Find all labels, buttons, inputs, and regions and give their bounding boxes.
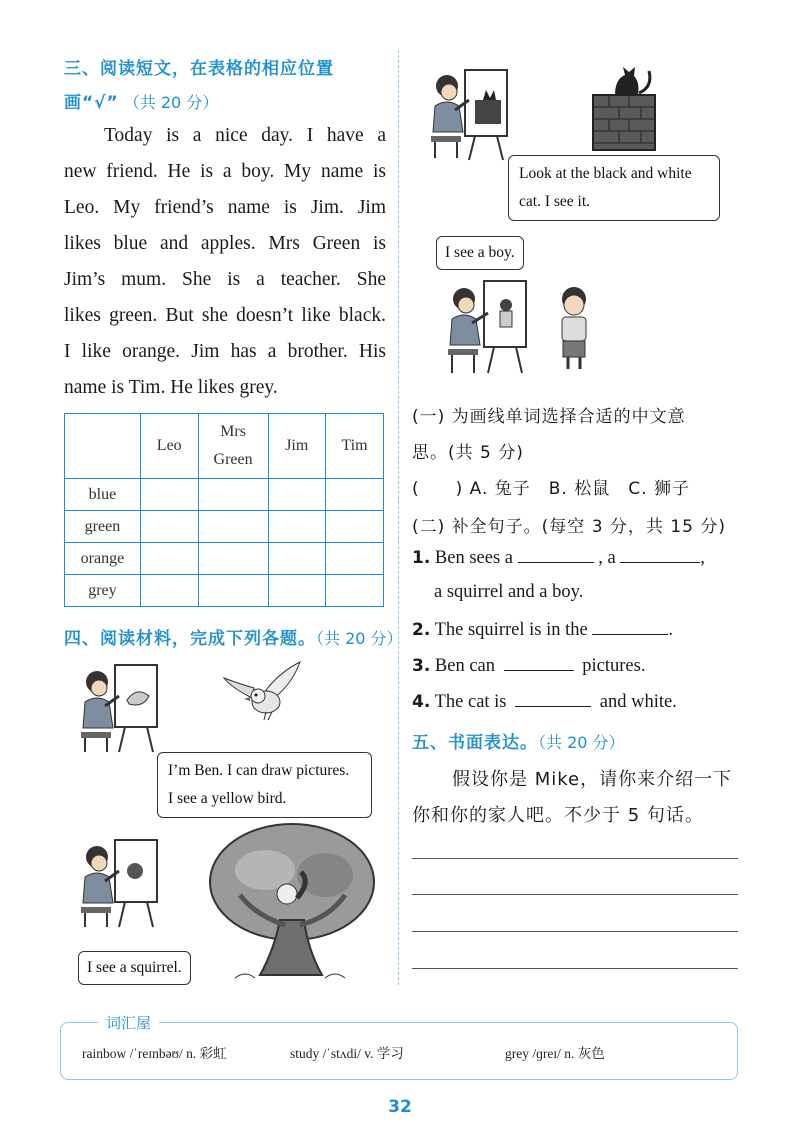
section3-title-line2 <box>64 88 218 113</box>
answer-cell[interactable] <box>268 543 326 575</box>
question-text: Ben sees a <box>434 548 514 568</box>
table-row <box>65 543 384 575</box>
part1-options: A. 兔子 B. 松鼠 C. 狮子 <box>469 479 690 499</box>
question-text: . <box>668 620 673 640</box>
table-row <box>65 479 384 511</box>
answer-blank[interactable] <box>620 546 700 563</box>
page-number: 32 <box>388 1097 412 1117</box>
question-number: 3. <box>412 656 431 676</box>
answer-cell[interactable] <box>198 511 268 543</box>
column-divider <box>398 50 399 985</box>
part1-title: (一) 为画线单词选择合适的中文意 <box>412 407 686 427</box>
answer-paren[interactable]: ( ) <box>412 479 464 499</box>
table-row-label: grey <box>65 575 141 607</box>
standing-boy-illustration <box>552 285 597 373</box>
writing-line[interactable] <box>412 968 738 969</box>
answer-cell[interactable] <box>140 479 198 511</box>
section4-title <box>64 624 403 649</box>
answer-cell[interactable] <box>198 479 268 511</box>
bubble-text: I’m Ben. I can draw pictures. <box>168 762 350 779</box>
answer-blank[interactable] <box>504 654 574 671</box>
bubble-text: I see a yellow bird. <box>168 790 287 807</box>
question-number: 1. <box>412 548 431 568</box>
vocab-title: 词汇屋 <box>98 1012 159 1033</box>
question-1-cont: a squirrel and a boy. <box>434 582 584 602</box>
answer-cell[interactable] <box>326 511 384 543</box>
speech-bubble-squirrel <box>78 951 191 985</box>
table-header-cell: Leo <box>140 414 198 479</box>
vocab-item: grey /ɡreɪ/ n. 灰色 <box>505 1046 605 1061</box>
boy-painting-cat-illustration <box>425 60 515 170</box>
answer-cell[interactable] <box>326 543 384 575</box>
section5-title-text: 五、书面表达。 <box>412 733 538 753</box>
speech-bubble-boy <box>436 236 524 270</box>
section5-title <box>412 728 625 753</box>
section3-title: 三、阅读短文，在表格的相应位置 <box>64 59 334 79</box>
passage-line: name is Tim. He likes grey. <box>64 377 278 398</box>
bubble-text: I see a boy. <box>445 244 515 261</box>
section3-title-check: 画“√” <box>64 93 119 113</box>
question-text: , a <box>598 548 616 568</box>
table-header-cell: Jim <box>268 414 326 479</box>
section4-points: （共 20 分） <box>316 629 403 648</box>
answer-cell[interactable] <box>326 575 384 607</box>
question-3 <box>412 654 645 677</box>
part2-title: (二) 补全句子。(每空 3 分，共 15 分) <box>412 517 726 537</box>
answer-cell[interactable] <box>140 543 198 575</box>
question-2 <box>412 618 673 641</box>
wall-with-cat-illustration <box>585 55 665 155</box>
answer-cell[interactable] <box>268 575 326 607</box>
bird-illustration <box>222 660 304 722</box>
passage-line: Today is a nice day. I have a <box>104 125 386 146</box>
speech-bubble-cat <box>508 155 720 221</box>
answer-cell[interactable] <box>198 575 268 607</box>
bubble-text: cat. I see it. <box>519 193 591 210</box>
answer-cell[interactable] <box>198 543 268 575</box>
section5-points: （共 20 分） <box>538 733 625 752</box>
table-header-cell <box>65 414 141 479</box>
passage-line: likes blue and apples. Mrs Green is <box>64 233 386 254</box>
section3-points: （共 20 分） <box>123 93 219 112</box>
passage-line: Leo. My friend’s name is Jim. Jim <box>64 197 386 218</box>
question-text: and white. <box>599 692 677 712</box>
speech-bubble-ben <box>157 752 372 818</box>
part1-question <box>412 474 690 499</box>
table-header-row <box>65 414 384 479</box>
table-header-cell: Mrs Green <box>198 414 268 479</box>
answer-blank[interactable] <box>515 690 591 707</box>
section4-title-text: 四、阅读材料，完成下列各题。 <box>64 629 316 649</box>
answer-blank[interactable] <box>518 546 594 563</box>
question-text: The cat is <box>434 692 507 712</box>
table-row <box>65 511 384 543</box>
boy-painting-boy-illustration <box>440 275 535 380</box>
answer-cell[interactable] <box>268 511 326 543</box>
vocab-item: rainbow /ˈreɪnbəʊ/ n. 彩虹 <box>82 1046 227 1061</box>
table-header-cell: Tim <box>326 414 384 479</box>
vocab-item: study /ˈstʌdi/ v. 学习 <box>290 1046 404 1061</box>
answer-cell[interactable] <box>140 575 198 607</box>
section3-passage <box>64 118 386 406</box>
bubble-text: I see a squirrel. <box>87 959 182 976</box>
question-text: , <box>700 548 705 568</box>
table-row-label: orange <box>65 543 141 575</box>
question-number: 4. <box>412 692 431 712</box>
table-row-label: blue <box>65 479 141 511</box>
answer-cell[interactable] <box>140 511 198 543</box>
question-text: Ben can <box>434 656 496 676</box>
boy-painting-bird-illustration <box>75 660 165 760</box>
question-text: pictures. <box>582 656 646 676</box>
answer-cell[interactable] <box>326 479 384 511</box>
question-4 <box>412 690 677 713</box>
passage-line: Jim’s mum. She is a teacher. She <box>64 269 386 290</box>
answer-cell[interactable] <box>268 479 326 511</box>
part1-title-cont: 思。(共 5 分) <box>412 443 524 463</box>
passage-line: likes green. But she doesn’t like black. <box>64 305 386 326</box>
passage-line: new friend. He is a boy. My name is <box>64 161 386 182</box>
writing-line[interactable] <box>412 931 738 932</box>
writing-line[interactable] <box>412 858 738 859</box>
table-row-label: green <box>65 511 141 543</box>
answer-blank[interactable] <box>592 618 668 635</box>
tree-with-squirrel-illustration <box>205 820 380 985</box>
question-number: 2. <box>412 620 431 640</box>
passage-line: I like orange. Jim has a brother. His <box>64 341 386 362</box>
bubble-text: Look at the black and white <box>519 165 692 182</box>
table-row <box>65 575 384 607</box>
question-1 <box>412 546 738 569</box>
writing-line[interactable] <box>412 894 738 895</box>
question-text: The squirrel is in the <box>434 620 588 640</box>
writing-prompt-cont: 你和你的家人吧。不少于 5 句话。 <box>412 805 704 826</box>
writing-prompt: 假设你是 Mike，请你来介绍一下 <box>452 769 733 790</box>
boy-painting-squirrel-illustration <box>75 835 165 935</box>
preference-table <box>64 413 384 607</box>
